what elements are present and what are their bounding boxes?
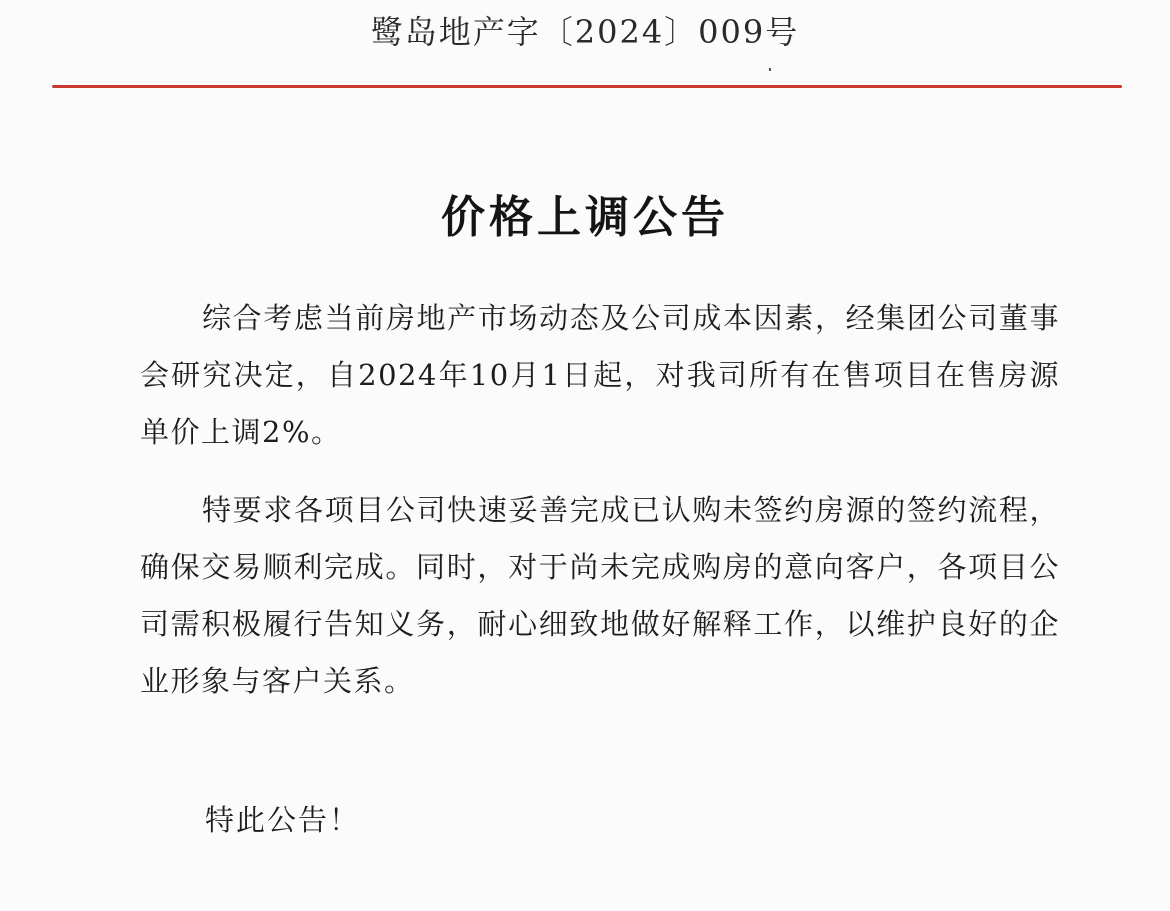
announcement-title: 价格上调公告 <box>441 192 729 243</box>
paragraph-2: 特要求各项目公司快速妥善完成已认购未签约房源的签约流程，确保交易顺利完成。同时，对于尚未完成购房的意向客户，各项目公司需积极履行告知义务，耐心细致地做好解释工作，以维护良好的企业形象与客户关系。 <box>140 493 1060 698</box>
closing-line: 特此公告！ <box>205 803 361 837</box>
paragraph-1: 综合考虑当前房地产市场动态及公司成本因素，经集团公司董事会研究决定，自2024年10月1日起，对我司所有在售项目在售房源单价上调2%。 <box>140 301 1060 449</box>
red-header-rule <box>52 85 1122 88</box>
document-number: 鹭岛地产字〔2024〕009号 <box>370 13 800 51</box>
ink-speck <box>769 68 771 71</box>
paragraph-1-block <box>140 290 1060 461</box>
paragraph-2-block <box>140 482 1060 710</box>
